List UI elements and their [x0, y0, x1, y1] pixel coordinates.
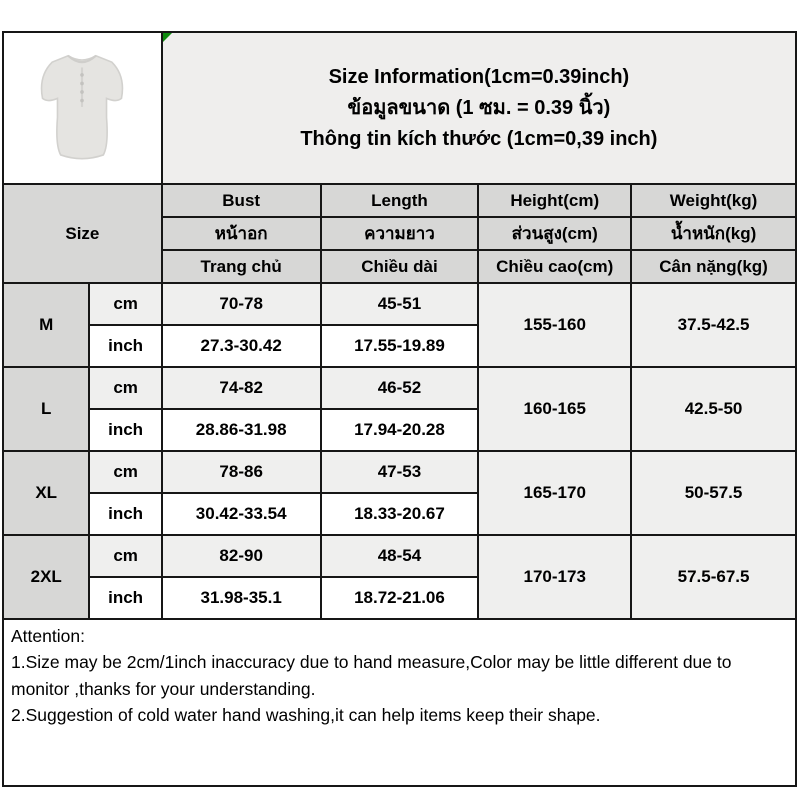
- size-label-xl: XL: [3, 451, 89, 535]
- table-row-2xl-cm: [3, 535, 796, 577]
- col-weight-vi: Cân nặng(kg): [631, 250, 796, 283]
- l-bust-inch: 28.86-31.98: [162, 409, 321, 451]
- m-length-cm: 45-51: [321, 283, 479, 325]
- product-image-cell: [3, 32, 162, 184]
- col-weight-en: Weight(kg): [631, 184, 796, 217]
- l-weight: 42.5-50: [631, 367, 796, 451]
- col-length-th: ความยาว: [321, 217, 479, 250]
- tshirt-icon: [18, 39, 146, 177]
- banner-row: [3, 32, 796, 184]
- col-bust-vi: Trang chủ: [162, 250, 321, 283]
- 2xl-bust-inch: 31.98-35.1: [162, 577, 321, 619]
- col-bust-en: Bust: [162, 184, 321, 217]
- size-label-m: M: [3, 283, 89, 367]
- attention-note-2: 2.Suggestion of cold water hand washing,it can help items keep their shape.: [11, 704, 601, 725]
- 2xl-height: 170-173: [478, 535, 631, 619]
- xl-bust-inch: 30.42-33.54: [162, 493, 321, 535]
- m-height: 155-160: [478, 283, 631, 367]
- m-length-inch: 17.55-19.89: [321, 325, 479, 367]
- table-row-l-cm: [3, 367, 796, 409]
- 2xl-length-inch: 18.72-21.06: [321, 577, 479, 619]
- col-height-en: Height(cm): [478, 184, 631, 217]
- table-row-m-cm: [3, 283, 796, 325]
- xl-bust-cm: 78-86: [162, 451, 321, 493]
- xl-height: 165-170: [478, 451, 631, 535]
- unit-inch: inch: [89, 493, 161, 535]
- l-length-inch: 17.94-20.28: [321, 409, 479, 451]
- attention-notes: [2, 620, 797, 787]
- l-length-cm: 46-52: [321, 367, 479, 409]
- size-table: [2, 31, 797, 620]
- header-row-english: [3, 184, 796, 217]
- attention-title: Attention:: [11, 626, 85, 646]
- size-label-2xl: 2XL: [3, 535, 89, 619]
- col-height-vi: Chiều cao(cm): [478, 250, 631, 283]
- green-corner-triangle-icon: [163, 33, 172, 42]
- title-english: Size Information(1cm=0.39inch): [328, 65, 630, 88]
- unit-inch: inch: [89, 409, 161, 451]
- unit-cm: cm: [89, 283, 161, 325]
- xl-length-inch: 18.33-20.67: [321, 493, 479, 535]
- unit-cm: cm: [89, 535, 161, 577]
- attention-note-1: 1.Size may be 2cm/1inch inaccuracy due to hand measure,Color may be little different due to monitor ,thanks for your understanding.: [11, 652, 732, 699]
- col-weight-th: น้ำหนัก(kg): [631, 217, 796, 250]
- l-height: 160-165: [478, 367, 631, 451]
- col-length-vi: Chiều dài: [321, 250, 479, 283]
- col-length-en: Length: [321, 184, 479, 217]
- 2xl-length-cm: 48-54: [321, 535, 479, 577]
- title-vietnamese: Thông tin kích thước (1cm=0,39 inch): [300, 127, 658, 150]
- unit-cm: cm: [89, 451, 161, 493]
- m-bust-inch: 27.3-30.42: [162, 325, 321, 367]
- tshirt-image: [4, 33, 161, 183]
- title-cell: [162, 32, 796, 184]
- xl-length-cm: 47-53: [321, 451, 479, 493]
- size-chart-sheet: [2, 31, 797, 787]
- m-bust-cm: 70-78: [162, 283, 321, 325]
- size-header: Size: [3, 184, 162, 283]
- unit-cm: cm: [89, 367, 161, 409]
- m-weight: 37.5-42.5: [631, 283, 796, 367]
- l-bust-cm: 74-82: [162, 367, 321, 409]
- xl-weight: 50-57.5: [631, 451, 796, 535]
- table-row-xl-cm: [3, 451, 796, 493]
- unit-inch: inch: [89, 325, 161, 367]
- size-label-l: L: [3, 367, 89, 451]
- 2xl-weight: 57.5-67.5: [631, 535, 796, 619]
- unit-inch: inch: [89, 577, 161, 619]
- col-height-th: ส่วนสูง(cm): [478, 217, 631, 250]
- title-thai: ข้อมูลขนาด (1 ซม. = 0.39 นิ้ว): [347, 96, 611, 119]
- col-bust-th: หน้าอก: [162, 217, 321, 250]
- 2xl-bust-cm: 82-90: [162, 535, 321, 577]
